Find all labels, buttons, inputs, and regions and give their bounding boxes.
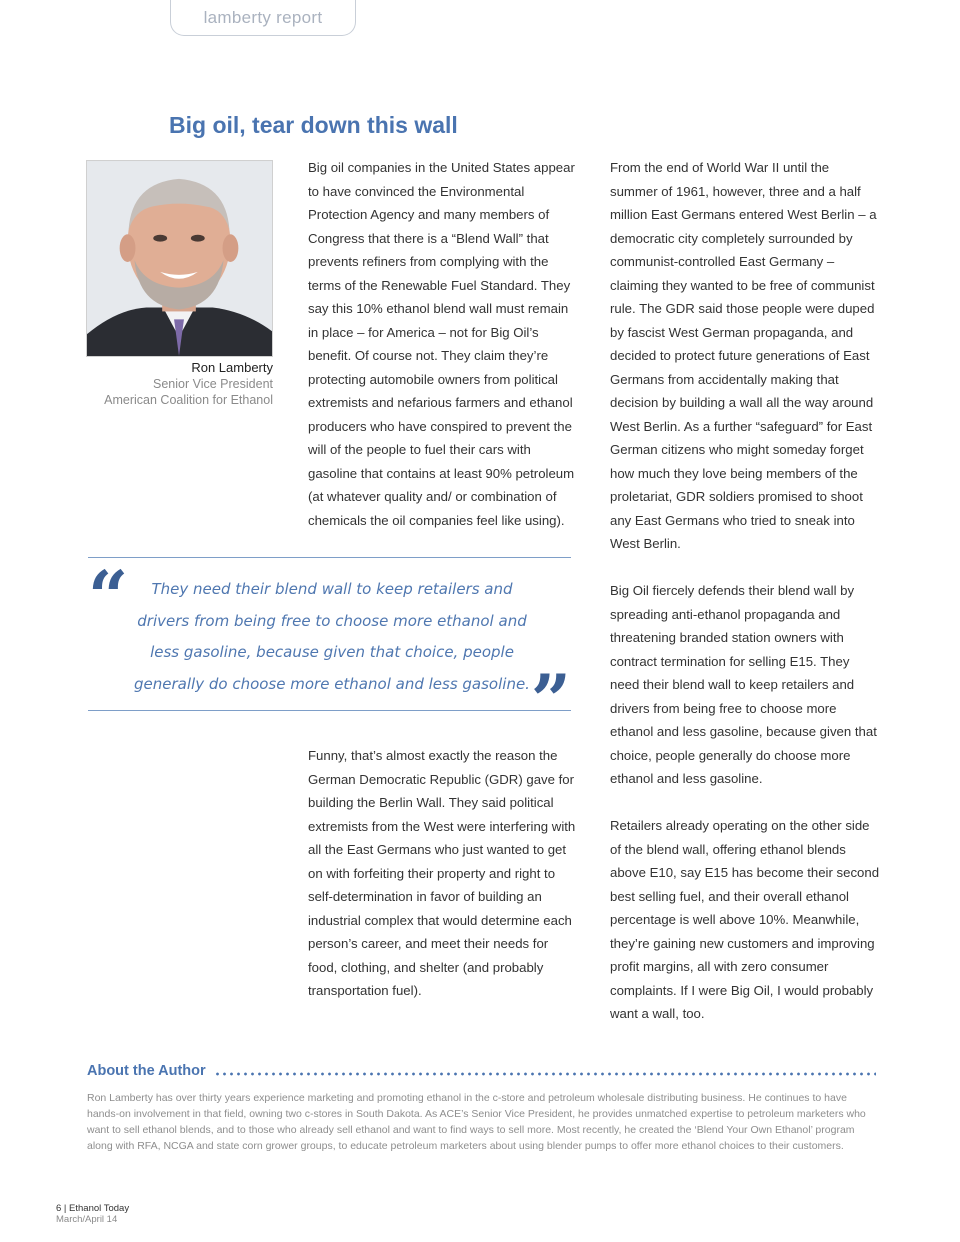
issue-date: March/April 14 [56, 1214, 118, 1225]
about-author-title: About the Author [87, 1063, 206, 1079]
author-title: Senior Vice President [153, 377, 273, 391]
pull-quote [88, 555, 571, 742]
article-column-1-bottom [308, 744, 578, 1003]
open-quote-icon: “ [88, 555, 129, 638]
about-author-body: Ron Lamberty has over thirty years experience marketing and promoting ethanol in the c-store and petroleum wholesale distributing business. He continues to have hands-on involvement in that field, owning two c-stores in South Dakota. As ACE’s Senior Vice President, he provides unmatched expertise to petroleum marketers who want to sell ethanol blends, and to those who already sell ethanol and want to find ways to sell more. Most recently, he created the ‘Blend Your Own Ethanol’ program along with RFA, NCGA and state corn grower groups, to educate petroleum marketers about using blender pumps to offer more ethanol choices to their customers. [87, 1092, 866, 1152]
author-name: Ron Lamberty [191, 360, 273, 375]
page-footer [56, 1203, 129, 1225]
body-paragraph: Retailers already operating on the other side of the blend wall, offering ethanol blends above E10, say E15 has become their second best selling fuel, and their overall ethanol percentage is well above 10%. Meanwhile, they’re gaining new customers and improving profit margins, all with zero consumer complaints. If I were Big Oil, I would probably want a wall, too. [610, 818, 880, 1021]
article-column-1-top [308, 156, 578, 532]
section-tab [170, 0, 356, 36]
pull-quote-text: They need their blend wall to keep retailers and drivers from being free to choose more ethanol and less gasoline, because given that choice, people generally do choose more ethanol and less gasoline. [134, 580, 530, 693]
article-headline: Big oil, tear down this wall [169, 112, 458, 138]
author-organization: American Coalition for Ethanol [104, 393, 273, 407]
author-photo [86, 160, 273, 357]
article-column-2 [610, 156, 880, 1026]
body-paragraph: From the end of World War II until the summer of 1961, however, three and a half million East Germans entered West Berlin – a democratic city completely surrounded by communist-controlled East Germany – claiming they wanted to be free of communist rule. The GDR said those people were duped by fascist West German propaganda, and decided to protect future generations of East Germans from accidentally making that decision by building a wall all the way around West Berlin. As a further “safeguard” for East German citizens who might someday forget how much they love being members of the proletariat, GDR soldiers promised to shoot any East Germans who tried to sneak into West Berlin. [610, 160, 877, 551]
section-tab-label: lamberty report [203, 8, 323, 27]
body-paragraph: Big oil companies in the United States appear to have convinced the Environmental Protection Agency and many members of Congress that there is a “Blend Wall” that prevents refiners from complying with the terms of the Renewable Fuel Standard. They say this 10% ethanol blend wall must remain in place – for America – not for Big Oil’s benefit. Of course not. They claim they’re protecting automobile owners from political extremists and nefarious farmers and ethanol producers who have conspired to prevent the will of the people to fuel their cars with gasoline that contains at least 90% petroleum (at whatever quality and/ or combination of chemicals the oil companies feel like using). [308, 160, 575, 528]
close-quote-icon: ” [530, 659, 571, 742]
author-byline [104, 360, 273, 408]
dotted-divider [214, 1072, 876, 1076]
body-paragraph: Big Oil fiercely defends their blend wall by spreading anti-ethanol propaganda and threatening branded station owners with contract termination for selling E15. They need their blend wall to keep retailers and drivers from being free to choose more ethanol and less gasoline, because given that choice, people generally do choose more ethanol and less gasoline. [610, 583, 877, 786]
body-paragraph: Funny, that’s almost exactly the reason the German Democratic Republic (GDR) gave for building the Berlin Wall. They said political extremists from the West were interfering with all the East Germans who just wanted to get on with forfeiting their property and right to self-determination in favor of building an industrial complex that would determine each person’s career, and meet their needs for food, clothing, and shelter (and probably transportation fuel). [308, 748, 576, 998]
page-number: 6 | Ethanol Today [56, 1203, 130, 1214]
